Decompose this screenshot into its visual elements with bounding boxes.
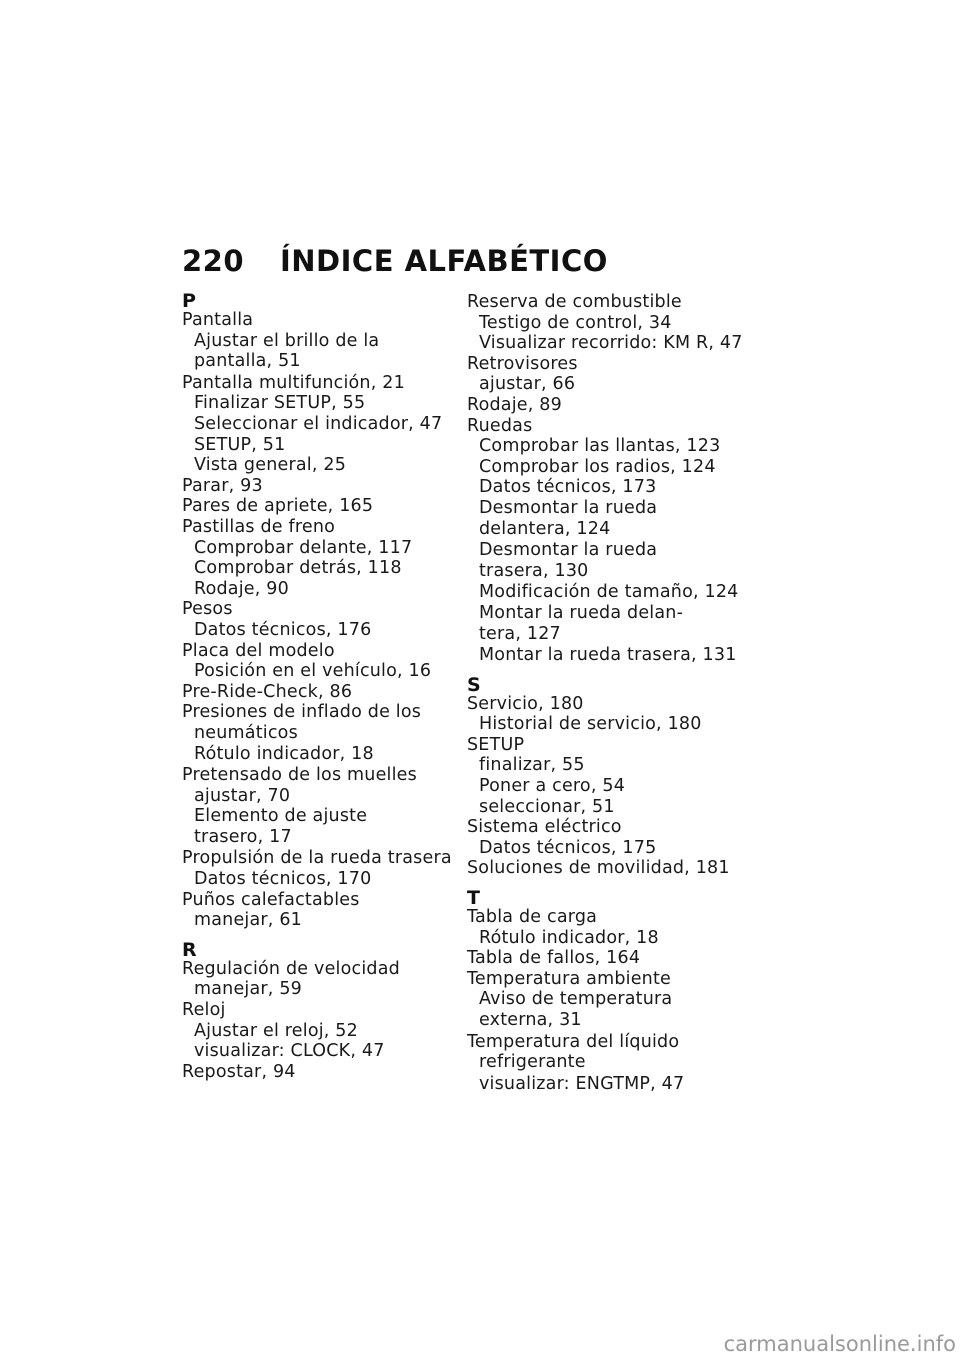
index-entry: SETUP xyxy=(467,734,525,755)
index-subentry: manejar, 61 xyxy=(194,910,303,931)
index-entry: Temperatura del líquido xyxy=(467,1031,680,1052)
index-subentry: Datos técnicos, 176 xyxy=(194,619,372,640)
index-entry: Retrovisores xyxy=(467,353,578,374)
index-subentry: Desmontar la rueda xyxy=(479,540,658,561)
index-entry: Pre-Ride-Check, 86 xyxy=(182,681,353,702)
index-entry: Repostar, 94 xyxy=(182,1061,296,1082)
index-subentry: visualizar: ENGTMP, 47 xyxy=(479,1073,685,1094)
index-column-right xyxy=(467,292,747,1094)
index-entry: Temperatura ambiente xyxy=(467,968,671,989)
index-entry: Regulación de velocidad xyxy=(182,958,400,979)
index-entry: Soluciones de movilidad, 181 xyxy=(467,858,730,879)
index-subentry: ajustar, 70 xyxy=(194,785,291,806)
index-entry: Reloj xyxy=(182,1000,226,1020)
index-subentry: Visualizar recorrido: KM R, 47 xyxy=(479,333,743,354)
index-subentry: ajustar, 66 xyxy=(479,374,576,395)
watermark[interactable]: carmanualsonline.info xyxy=(723,1332,956,1356)
index-entry: Pantalla multifunción, 21 xyxy=(182,372,405,393)
index-entry: Pantalla xyxy=(182,310,254,330)
index-entry: Tabla de carga xyxy=(467,907,598,928)
index-subentry: Posición en el vehículo, 16 xyxy=(194,661,432,682)
index-entry: Propulsión de la rueda trasera xyxy=(182,848,452,869)
index-subentry: delantera, 124 xyxy=(479,518,611,539)
index-subentry: Finalizar SETUP, 55 xyxy=(194,393,366,414)
index-subentry: Comprobar detrás, 118 xyxy=(194,558,402,579)
index-subentry: Ajustar el reloj, 52 xyxy=(194,1020,358,1041)
index-entry: Tabla de fallos, 164 xyxy=(467,948,641,969)
index-entry: Servicio, 180 xyxy=(467,693,584,714)
index-subentry: manejar, 59 xyxy=(194,979,303,1000)
page-number: 220 xyxy=(182,244,245,278)
index-subentry: pantalla, 51 xyxy=(194,351,301,372)
index-subentry: Historial de servicio, 180 xyxy=(479,714,702,735)
index-subentry: Elemento de ajuste xyxy=(194,806,368,827)
index-subentry: Datos técnicos, 175 xyxy=(479,837,657,858)
index-entry: Reserva de combustible xyxy=(467,292,682,312)
index-entry: Pretensado de los muelles xyxy=(182,765,417,786)
index-subentry: SETUP, 51 xyxy=(194,434,286,455)
index-subentry: Ajustar el brillo de la xyxy=(194,330,380,351)
index-subentry: Montar la rueda delan- xyxy=(479,602,684,623)
index-subentry: Rótulo indicador, 18 xyxy=(479,927,659,948)
index-entry: Pesos xyxy=(182,599,233,620)
index-subentry: Rótulo indicador, 18 xyxy=(194,744,374,765)
index-subentry: Montar la rueda trasera, 131 xyxy=(479,645,737,666)
section-letter: R xyxy=(182,938,197,961)
page-title: ÍNDICE ALFABÉTICO xyxy=(280,244,608,278)
index-subentry: visualizar: CLOCK, 47 xyxy=(194,1041,385,1062)
index-subentry: neumáticos xyxy=(194,722,298,743)
index-entry: Ruedas xyxy=(467,415,533,436)
index-subentry: Vista general, 25 xyxy=(194,455,347,476)
index-subentry: seleccionar, 51 xyxy=(479,796,615,817)
index-subentry: Poner a cero, 54 xyxy=(479,776,626,797)
index-subentry: Datos técnicos, 170 xyxy=(194,869,372,890)
index-subentry: tera, 127 xyxy=(479,623,561,644)
index-entry: Puños calefactables xyxy=(182,889,360,910)
index-entry: Rodaje, 89 xyxy=(467,394,562,415)
page-header xyxy=(182,244,608,278)
index-subentry: Aviso de temperatura xyxy=(479,989,673,1010)
index-subentry: Datos técnicos, 173 xyxy=(479,477,657,498)
index-subentry: Comprobar los radios, 124 xyxy=(479,456,716,477)
section-letter: T xyxy=(467,887,480,910)
index-subentry: Comprobar delante, 117 xyxy=(194,537,413,558)
index-subentry: finalizar, 55 xyxy=(479,755,585,776)
section-letter: S xyxy=(467,673,481,696)
index-subentry: Comprobar las llantas, 123 xyxy=(479,436,721,457)
index-subentry: externa, 31 xyxy=(479,1010,582,1030)
index-entry: Presiones de inflado de los xyxy=(182,702,422,723)
index-column-left xyxy=(182,292,452,1082)
index-subentry: trasero, 17 xyxy=(194,826,292,847)
index-entry: Parar, 93 xyxy=(182,475,263,496)
index-subentry: Seleccionar el indicador, 47 xyxy=(194,413,443,434)
index-subentry: refrigerante xyxy=(479,1052,586,1073)
index-entry: Sistema eléctrico xyxy=(467,817,622,838)
index-entry: Pares de apriete, 165 xyxy=(182,496,374,517)
index-entry: Pastillas de freno xyxy=(182,516,336,537)
index-subentry: Testigo de control, 34 xyxy=(479,312,672,333)
index-subentry: trasera, 130 xyxy=(479,560,589,581)
index-subentry: Rodaje, 90 xyxy=(194,578,289,599)
section-letter: P xyxy=(182,290,196,312)
index-entry: Placa del modelo xyxy=(182,640,335,661)
index-subentry: Desmontar la rueda xyxy=(479,497,658,518)
index-subentry: Modificación de tamaño, 124 xyxy=(479,582,739,603)
